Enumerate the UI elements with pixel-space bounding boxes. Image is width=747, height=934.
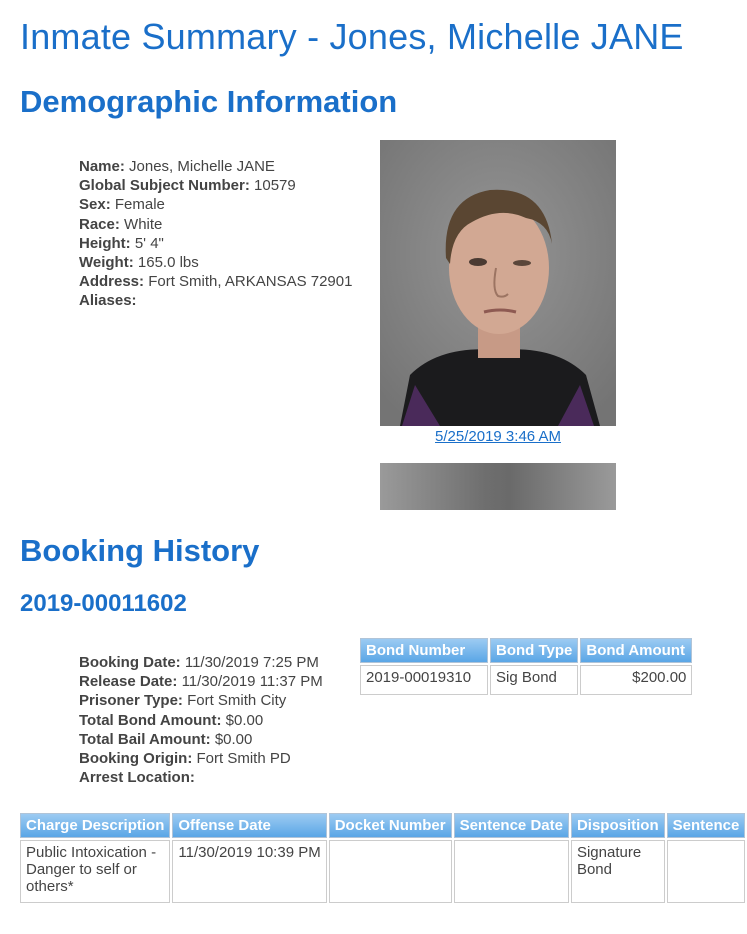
bond-number-cell: 2019-00019310 [360, 665, 488, 695]
info-global-subject-number: Global Subject Number: 10579 [79, 177, 296, 195]
info-weight: Weight: 165.0 lbs [79, 254, 199, 272]
info-sex: Sex: Female [79, 196, 165, 214]
bond-amount-cell: $200.00 [580, 665, 692, 695]
disposition-cell: Signature Bond [571, 840, 665, 903]
bond-number-header: Bond Number [360, 638, 488, 663]
info-prisoner-type: Prisoner Type: Fort Smith City [79, 692, 287, 710]
info-address: Address: Fort Smith, ARKANSAS 72901 [79, 273, 353, 291]
sentence-header: Sentence [667, 813, 746, 838]
docket-number-header: Docket Number [329, 813, 452, 838]
booking-number-heading: 2019-00011602 [20, 590, 187, 617]
bond-amount-header: Bond Amount [580, 638, 692, 663]
offense-date-cell: 11/30/2019 10:39 PM [172, 840, 326, 903]
docket-number-cell [329, 840, 452, 903]
info-aliases: Aliases: [79, 292, 137, 310]
info-release-date: Release Date: 11/30/2019 11:37 PM [79, 673, 323, 691]
bond-type-cell: Sig Bond [490, 665, 578, 695]
info-booking-origin: Booking Origin: Fort Smith PD [79, 750, 291, 768]
sentence-date-cell [454, 840, 569, 903]
info-booking-date: Booking Date: 11/30/2019 7:25 PM [79, 654, 319, 671]
bond-type-header: Bond Type [490, 638, 578, 663]
photo-date-link[interactable]: 5/25/2019 3:46 AM [435, 428, 561, 445]
sentence-date-header: Sentence Date [454, 813, 569, 838]
info-arrest-location: Arrest Location: [79, 769, 195, 787]
charge-description-cell: Public Intoxication - Danger to self or others* [20, 840, 170, 903]
page-title: Inmate Summary - Jones, Michelle JANE [20, 16, 684, 57]
table-row [20, 840, 745, 903]
info-height: Height: 5' 4" [79, 234, 164, 252]
sentence-cell [667, 840, 746, 903]
info-total-bond-amount: Total Bond Amount: $0.00 [79, 711, 264, 729]
info-total-bail-amount: Total Bail Amount: $0.00 [79, 730, 253, 748]
info-race: Race: White [79, 215, 163, 233]
info-name: Name: Jones, Michelle JANE [79, 158, 275, 175]
offense-date-header: Offense Date [172, 813, 326, 838]
charge-table-header-row [20, 813, 745, 838]
demographics-heading: Demographic Information [20, 84, 398, 119]
charge-description-header: Charge Description [20, 813, 170, 838]
booking-history-heading: Booking History [20, 533, 260, 568]
charge-table [18, 811, 747, 905]
disposition-header: Disposition [571, 813, 665, 838]
